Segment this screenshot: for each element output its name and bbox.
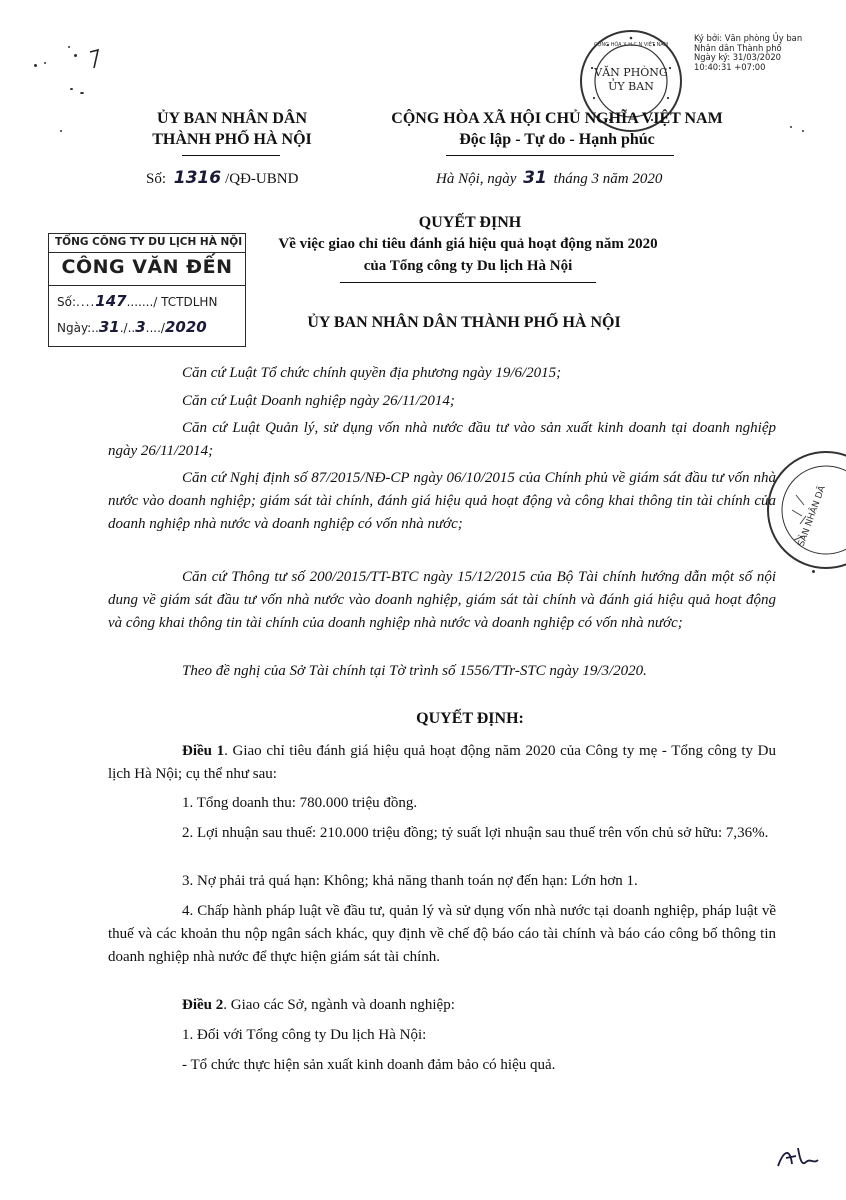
signature-line: 10:40:31 +07:00 bbox=[694, 61, 766, 72]
legal-basis: Căn cứ Nghị định số 87/2015/NĐ-CP ngày 06/10/2015 của Chính phủ về giám sát đầu tư vốn nhà nước vào doanh nghiệp; giám sát tài chính, đánh giá hiệu quả hoạt động và công khai thông tin tài chính của doanh nghiệp nhà nước và doanh nghiệp có vốn nhà nước; bbox=[108, 470, 776, 532]
signature-line: Nhân dân Thành phố bbox=[694, 42, 782, 53]
legal-basis: Căn cứ Luật Doanh nghiệp ngày 26/11/2014; bbox=[182, 393, 455, 409]
handwritten-initials bbox=[772, 1140, 822, 1176]
motto: Độc lập - Tự do - Hạnh phúc bbox=[459, 131, 655, 148]
number-value: 1316 bbox=[173, 168, 222, 188]
article-item: 1. Tổng doanh thu: 780.000 triệu đồng. bbox=[182, 795, 418, 811]
stamp-date-label: Ngày: bbox=[57, 321, 92, 335]
subject-line: của Tổng công ty Du lịch Hà Nội bbox=[363, 258, 573, 274]
article-item: 4. Chấp hành pháp luật về đầu tư, quản lý và sử dụng vốn nhà nước tại doanh nghiệp, pháp luật về thuế và các khoản thu nộp ngân sách khác, quy định về chế độ báo cáo tài chính và báo cáo công bố thông tin doanh nghiệp nhà nước để thực hiện giám sát tài chính. bbox=[108, 903, 776, 965]
digital-signature-info bbox=[694, 34, 842, 72]
stamp-number-value: 147 bbox=[95, 292, 127, 310]
legal-basis: Theo đề nghị của Sở Tài chính tại Tờ trình số 1556/TTr-STC ngày 19/3/2020. bbox=[182, 663, 647, 679]
stamp-divider bbox=[49, 252, 245, 253]
document-title: QUYẾT ĐỊNH bbox=[418, 214, 522, 231]
issuer-underline bbox=[182, 155, 280, 156]
margin-seal bbox=[756, 440, 846, 580]
article-item: 3. Nợ phải trả quá hạn: Không; khả năng thanh toán nợ đến hạn: Lớn hơn 1. bbox=[182, 873, 638, 889]
stamp-heading: CÔNG VĂN ĐẾN bbox=[61, 256, 233, 278]
seal-ring-text: CỘNG HÒA X.H.C.N VIỆT NAM bbox=[593, 42, 669, 48]
number-prefix: Số: bbox=[146, 171, 167, 187]
stamp-number-row: Số:....147......./ TCTDLHN bbox=[57, 292, 218, 310]
motto-underline bbox=[446, 155, 674, 156]
issuing-authority: ỦY BAN NHÂN DÂN THÀNH PHỐ HÀ NỘI bbox=[307, 314, 621, 331]
document-number bbox=[146, 168, 298, 188]
legal-basis: Căn cứ Luật Tổ chức chính quyền địa phương ngày 19/6/2015; bbox=[182, 365, 562, 381]
stamp-date-month: 3 bbox=[135, 318, 146, 336]
date-suffix: tháng 3 năm 2020 bbox=[553, 171, 663, 187]
seal-text-line: ỦY BAN bbox=[608, 80, 654, 93]
stamp-org: TỔNG CÔNG TY DU LỊCH HÀ NỘI bbox=[55, 236, 243, 248]
decision-heading: QUYẾT ĐỊNH: bbox=[416, 710, 524, 727]
signature-line: Ngày ký: 31/03/2020 bbox=[694, 52, 781, 63]
article-item: 2. Lợi nhuận sau thuế: 210.000 triệu đồng; tỷ suất lợi nhuận sau thuế trên vốn chủ sở hữu: 7,36%. bbox=[182, 825, 769, 841]
nation-name: CỘNG HÒA XÃ HỘI CHỦ NGHĨA VIỆT NAM bbox=[391, 110, 723, 127]
article-1 bbox=[108, 740, 776, 786]
article-text: . Giao các Sở, ngành và doanh nghiệp: bbox=[223, 997, 455, 1013]
date-prefix: Hà Nội, ngày bbox=[436, 171, 517, 187]
signature-line: Ký bởi: Văn phòng Ủy ban bbox=[694, 33, 803, 43]
scan-mark bbox=[84, 48, 104, 72]
article-item: 1. Đối với Tổng công ty Du lịch Hà Nội: bbox=[182, 1027, 427, 1043]
incoming-document-stamp bbox=[48, 233, 246, 347]
article-label: Điều 2 bbox=[182, 997, 224, 1013]
margin-seal-text: SẢN NHÂN DÂ bbox=[796, 484, 828, 548]
issuer-block bbox=[112, 108, 352, 150]
legal-basis: Căn cứ Luật Quản lý, sử dụng vốn nhà nước đầu tư vào sản xuất kinh doanh tại doanh nghiệp ngày 26/11/2014; bbox=[108, 420, 776, 459]
number-suffix: /QĐ-UBND bbox=[225, 171, 299, 187]
subject-line: Về việc giao chỉ tiêu đánh giá hiệu quả hoạt động năm 2020 bbox=[278, 236, 658, 252]
stamp-date-year: 2020 bbox=[164, 318, 207, 336]
issuer-line: THÀNH PHỐ HÀ NỘI bbox=[152, 131, 312, 148]
article-item: - Tổ chức thực hiện sản xuất kinh doanh đảm bảo có hiệu quả. bbox=[182, 1057, 556, 1073]
stamp-date-day: 31 bbox=[98, 318, 120, 336]
issuer-line: ỦY BAN NHÂN DÂN bbox=[156, 110, 308, 127]
national-motto-block bbox=[352, 108, 762, 150]
seal-text-line: VĂN PHÒNG bbox=[594, 66, 668, 79]
legal-basis: Căn cứ Thông tư số 200/2015/TT-BTC ngày 15/12/2015 của Bộ Tài chính hướng dẫn một số nội dung về giám sát đầu tư vốn nhà nước vào doanh nghiệp, giám sát tài chính và đánh giá hiệu quả hoạt động và công khai thông tin tài chính của doanh nghiệp nhà nước và doanh nghiệp có vốn nhà nước; bbox=[108, 569, 776, 631]
subject-underline bbox=[340, 282, 596, 283]
stamp-divider bbox=[49, 285, 245, 286]
stamp-number-suffix: / TCTDLHN bbox=[153, 295, 218, 309]
stamp-number-label: Số: bbox=[57, 295, 77, 309]
issue-date bbox=[436, 168, 662, 188]
article-label: Điều 1 bbox=[182, 743, 225, 759]
stamp-date-row: Ngày:..31./..3..../2020 bbox=[57, 318, 207, 336]
article-text: . Giao chỉ tiêu đánh giá hiệu quả hoạt động năm 2020 của Công ty mẹ - Tổng công ty Du lịch Hà Nội; cụ thể như sau: bbox=[108, 743, 777, 782]
date-day: 31 bbox=[523, 168, 547, 188]
article-2 bbox=[108, 994, 776, 1017]
